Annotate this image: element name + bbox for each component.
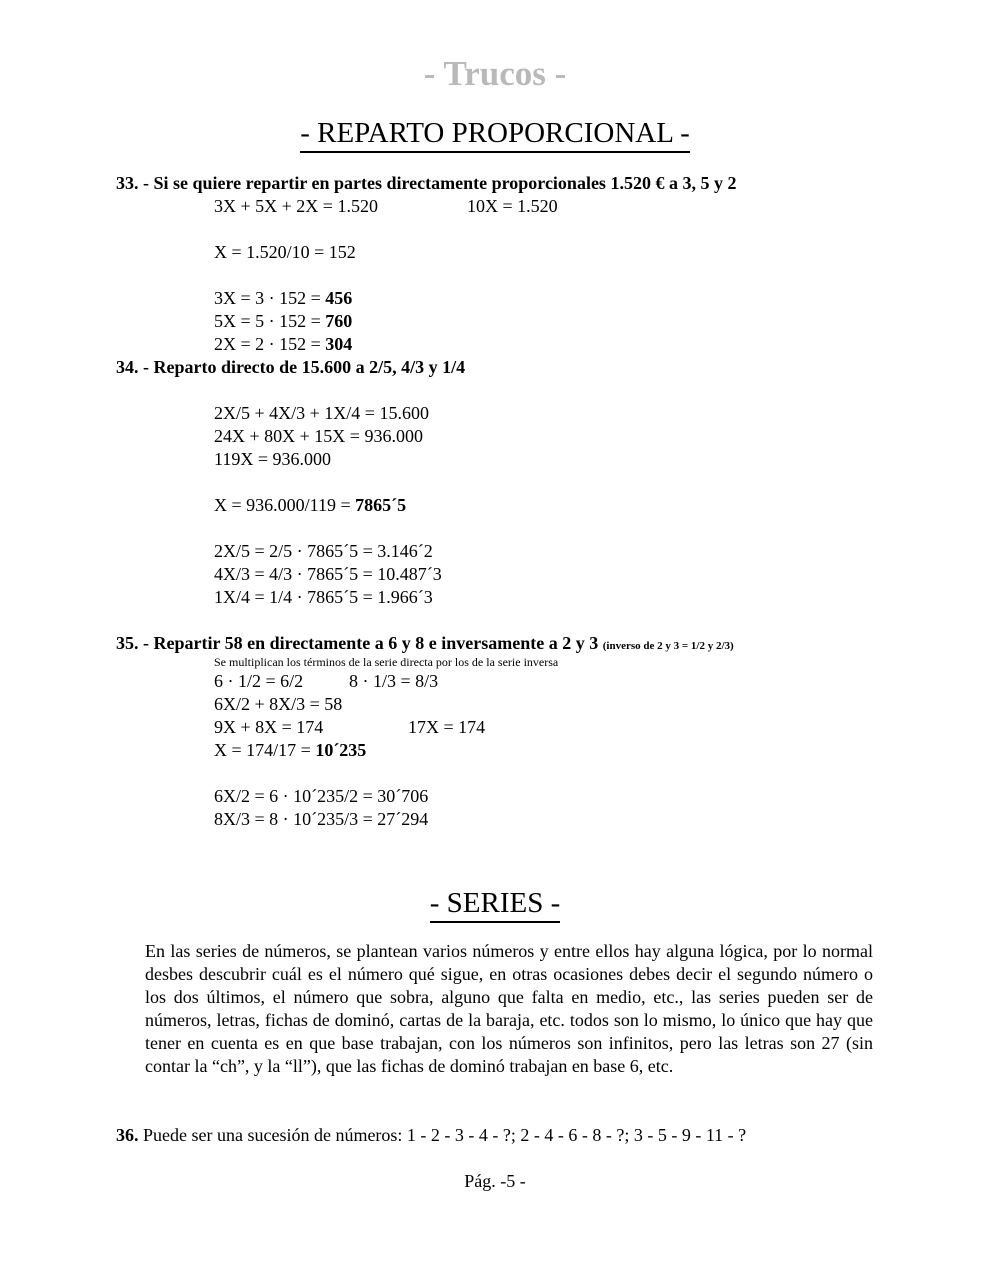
q33-result-2 [214,310,352,333]
question-34-heading: 34. - Reparto directo de 15.600 a 2/5, 4/3 y 1/4 [116,357,466,377]
q35-equation-4-value: 10´235 [315,740,367,760]
q35-equation-4-expr: X = 174/17 = [214,740,316,760]
q33-result-1-value: 456 [325,288,353,308]
q35-note: Se multiplican los términos de la serie directa por los de la serie inversa [214,655,559,669]
q35-result-1: 6X/2 = 6 · 10´235/2 = 30´706 [214,786,429,806]
page-header-title: - Trucos - [423,54,567,93]
q33-result-3-expr: 2X = 2 · 152 = [214,334,326,354]
q35-equation-3b: 17X = 174 [408,717,486,737]
section-title-reparto [0,116,990,150]
q35-equation-4 [214,739,366,762]
q33-result-1 [214,287,352,310]
q35-equation-3a: 9X + 8X = 174 [214,717,324,737]
q35-equation-2: 6X/2 + 8X/3 = 58 [214,694,343,714]
q35-heading-text: 35. - Repartir 58 en directamente a 6 y 8 e inversamente a 2 y 3 [116,633,599,653]
section-title-series [0,886,990,920]
q33-result-3-value: 304 [325,334,353,354]
q35-equation-1a: 6 · 1/2 = 6/2 [214,671,304,691]
q33-result-2-expr: 5X = 5 · 152 = [214,311,326,331]
q33-equation-1b: 10X = 1.520 [467,196,558,216]
q34-equation-1: 2X/5 + 4X/3 + 1X/4 = 15.600 [214,403,429,423]
q35-heading-note: (inverso de 2 y 3 = 1/2 y 2/3) [602,640,734,652]
q35-equation-1b: 8 · 1/3 = 8/3 [349,671,439,691]
q34-result-2: 4X/3 = 4/3 · 7865´5 = 10.487´3 [214,564,442,584]
page-number: Pág. -5 - [464,1171,526,1191]
q34-equation-4-expr: X = 936.000/119 = [214,495,356,515]
q36-text: Puede ser una sucesión de números: 1 - 2 - 3 - 4 - ?; 2 - 4 - 6 - 8 - ?; 3 - 5 - 9 - 11 - ? [138,1125,747,1145]
series-paragraph: En las series de números, se plantean varios números y entre ellos hay alguna lógica, por lo normal desbes descubrir cuál es el número qué sigue, en otras ocasiones debes decir el segundo número o los dos últimos, el número que sobra, alguno que falta en medio, etc., las series pueden ser de números, letras, fichas de dominó, cartas de la baraja, etc. todos son lo mismo, lo único que hay que tener en cuenta es en que base trabajan, con los números son infinitos, pero las letras son 27 (sin contar la “ch”, y la “ll”), que las fichas de dominó trabajan en base 6, etc. [145,941,873,1076]
q33-result-3 [214,333,352,356]
section-title-series-text: - SERIES - [430,887,561,923]
q33-equation-1a: 3X + 5X + 2X = 1.520 [214,196,378,216]
q34-equation-3: 119X = 936.000 [214,449,331,469]
section-title-reparto-text: - REPARTO PROPORCIONAL - [300,117,690,153]
q36-label: 36. [116,1125,139,1145]
q34-result-3: 1X/4 = 1/4 · 7865´5 = 1.966´3 [214,587,433,607]
q34-equation-4 [214,494,406,517]
q35-result-2: 8X/3 = 8 · 10´235/3 = 27´294 [214,809,429,829]
q34-result-1: 2X/5 = 2/5 · 7865´5 = 3.146´2 [214,541,433,561]
q34-equation-2: 24X + 80X + 15X = 936.000 [214,426,423,446]
q33-result-1-expr: 3X = 3 · 152 = [214,288,326,308]
q33-equation-2: X = 1.520/10 = 152 [214,242,356,262]
question-36 [116,1124,746,1147]
q33-result-2-value: 760 [325,311,353,331]
question-33-heading: 33. - Si se quiere repartir en partes directamente proporcionales 1.520 € a 3, 5 y 2 [116,173,737,193]
q34-equation-4-value: 7865´5 [355,495,407,515]
